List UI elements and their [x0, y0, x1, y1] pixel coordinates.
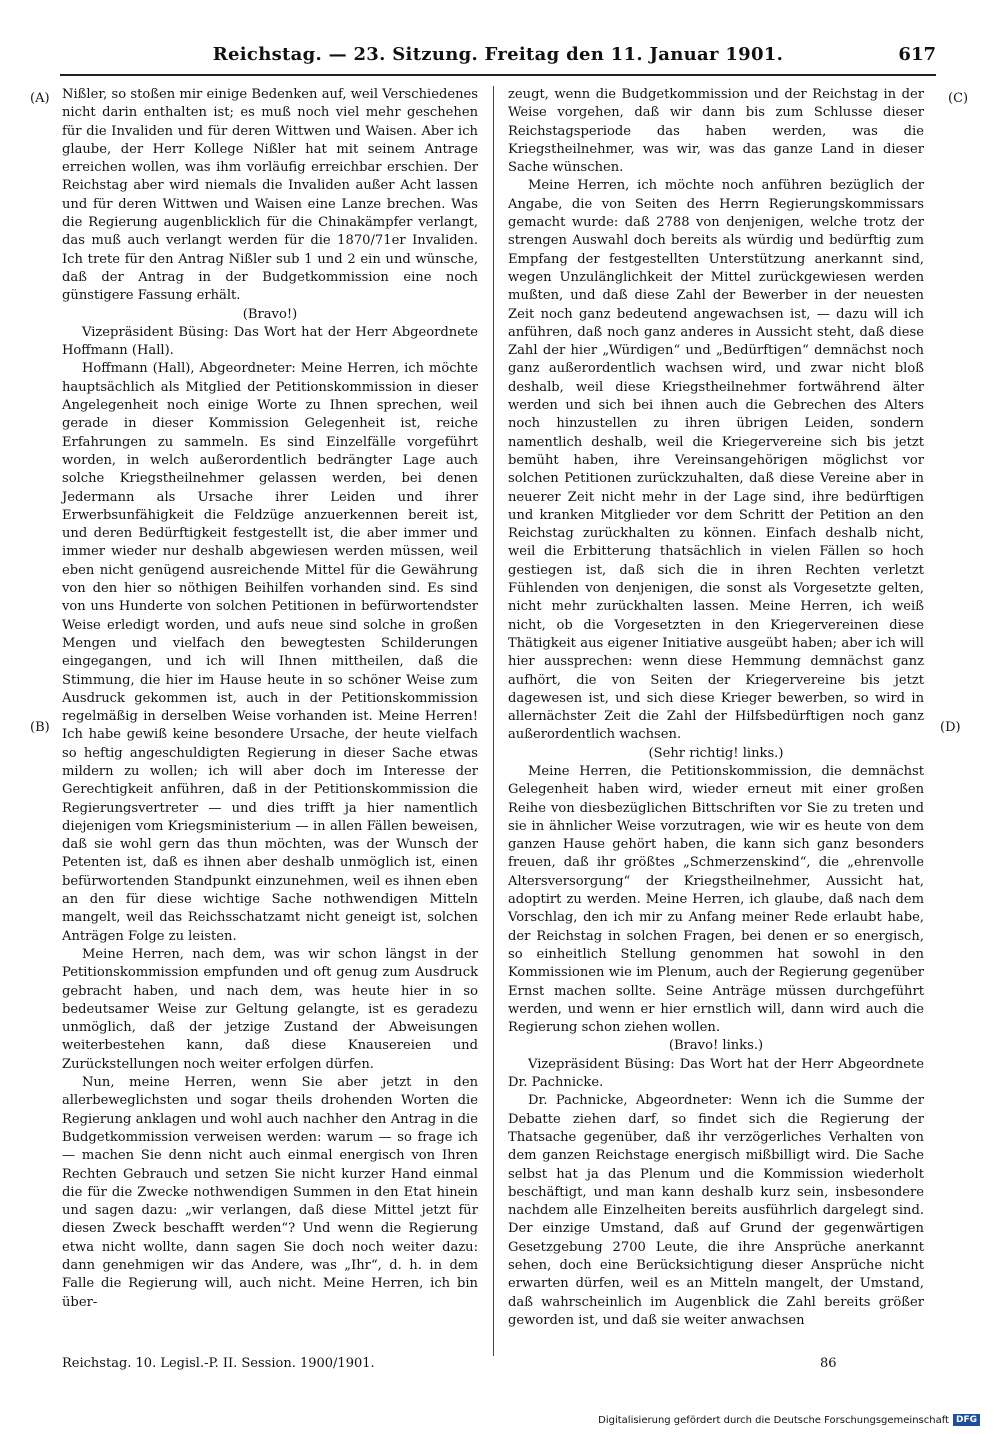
margin-mark-a: (A): [30, 91, 50, 106]
paragraph: Nißler, so stoßen mir einige Bedenken auf, weil Verschiedenes nicht darin enthalten ist; es muß noch viel mehr geschehen für die Invaliden und für deren Wittwen und Waisen. Aber ich glaube, der Herr Kollege Nißler hat mit seinem Antrage erreichen wollen, was ihm vorläufig erreichbar erschien. Der Reichstag aber wird niemals die Invaliden außer Acht lassen und für deren Wittwen und Waisen eine Lanze brechen. Was die Regierung augenblicklich für die Chinakämpfer verlangt, das muß auch verlangt werden für die 1870/71er Invaliden. Ich trete für den Antrag Nißler sub 1 und 2 ein und wünsche, daß der Antrag in der Budgetkommission eine noch günstigere Fassung erhält.: [62, 87, 478, 304]
footer-session: Reichstag. 10. Legisl.-P. II. Session. 1900/1901.: [62, 1356, 375, 1371]
running-header: [60, 44, 936, 68]
interjection: (Bravo!): [242, 306, 298, 322]
paragraph: Meine Herren, die Petitionskommission, die demnächst Gelegenheit haben wird, wieder erneut mit einer großen Reihe von diesbezüglichen Bittschriften vor Sie zu treten und sie in ähnlicher Weise vorzutragen, wie wir es heute von dem ganzen Hause gehört haben, die kann sich ganz besonders freuen, daß ihr größtes „Schmerzenskind“, die „ehrenvolle Altersversorgung“ der Kriegstheilnehmer, Aussicht hat, adoptirt zu werden. Meine Herren, ich glaube, daß nach dem Vorschlag, den ich mir zu Anfang meiner Rede erlaubt habe, der Reichstag in solchen Fragen, bei denen er so energisch, so einheitlich Stellung genommen hat sowohl in den Kommissionen wie im Plenum, auch der Regierung gegenüber Ernst machen sollte. Seine Anträge müssen durchgeführt werden, und wenn er hier ernstlich will, dann wird auch die Regierung schon ziehen wollen.: [508, 763, 924, 1036]
margin-mark-c: (C): [948, 91, 969, 106]
column-rule: [493, 86, 494, 1356]
header-rule: [60, 74, 936, 76]
left-column: [62, 86, 478, 1312]
margin-mark-d: (D): [940, 720, 961, 735]
right-column: [508, 86, 924, 1330]
dfg-logo: DFG: [953, 1414, 980, 1426]
paragraph: zeugt, wenn die Budgetkommission und der Reichstag in der Weise vorgehen, daß wir dann bis zum Schlusse dieser Reichstagsperiode das haben werden, was die Kriegstheilnehmer, was wir, was das ganze Land in dieser Sache wünschen.: [508, 87, 924, 176]
paragraph: Dr. Pachnicke, Abgeordneter: Wenn ich die Summe der Debatte ziehen darf, so findet sich die Regierung der Thatsache gegenüber, daß ihr verzögerliches Verhalten von dem ganzen Reichstage energisch mißbilligt wird. Die Sache selbst hat ja das Plenum und die Kommission wiederholt beschäftigt, und man kann deshalb kurz sein, insbesondere nachdem alle Einzelheiten bereits ausführlich dargelegt sind. Der einzige Umstand, daß auf Grund der gegenwärtigen Gesetzgebung 2700 Leute, die ihre Ansprüche anerkannt sehen, doch eine Berücksichtigung dieser Ansprüche nicht erwarten dürfen, weil es an Mitteln mangelt, der Umstand, daß wahrscheinlich im Augenblick die Zahl bereits größer geworden ist, und daß sie weiter anwachsen: [508, 1093, 924, 1328]
header-title: Reichstag. — 23. Sitzung. Freitag den 11. Januar 1901.: [212, 44, 784, 65]
paragraph: Hoffmann (Hall), Abgeordneter: Meine Herren, ich möchte hauptsächlich als Mitglied der Petitionskommission in dieser Angelegenheit noch einige Worte zu Ihnen sprechen, weil gerade in dieser Kommission Gelegenheit ist, reiche Erfahrungen zu sammeln. Es sind Einzelfälle vorgeführt worden, in welch außerordentlich bedrängter Lage auch solche Kriegstheilnehmer gelassen werden, bei denen Jedermann als Ursache ihrer Leiden und ihrer Erwerbsunfähigkeit die Feldzüge anzuerkennen bereit ist, und deren Bedürftigkeit festgestellt ist, die aber immer und immer wieder nur deshalb abgewiesen werden müssen, weil eben nicht genügend ausreichende Mittel für die Gewährung von den hier so nöthigen Beihilfen vorhanden sind. Es sind von uns Hunderte von solchen Petitionen in befürwortendster Weise erledigt worden, und aufs neue sind solche in großen Mengen und vielfach den bewegtesten Schilderungen eingegangen, und ich will Ihnen mittheilen, daß die Stimmung, die hier im Hause heute in so schöner Weise zum Ausdruck gekommen ist, auch in der Petitionskommission regelmäßig in derselben Weise vorhanden ist. Meine Herren! Ich habe gewiß keine besondere Ursache, der heute vielfach so heftig angeschuldigten Regierung in dieser Sache etwas mildern zu wollen; ich will aber doch im Interesse der Gerechtigkeit anführen, daß in der Petitionskommission die Regierungsvertreter — und dies trifft ja hier namentlich diejenigen vom Kriegsministerium — in allen Fällen beweisen, daß sie wohl gern das thun möchten, was der Wunsch der Petenten ist, daß es ihnen aber deshalb unmöglich ist, einen befürwortenden Standpunkt einzunehmen, weil es ihnen eben an den für diese wichtige Sache nothwendigen Mitteln mangelt, weil das Reichsschatzamt nicht geneigt ist, solchen Anträgen Folge zu leisten.: [62, 361, 478, 944]
interjection: (Bravo! links.): [668, 1038, 764, 1054]
digitization-credit: [598, 1414, 980, 1426]
footer-sheet-number: 86: [820, 1356, 837, 1371]
paragraph: Nun, meine Herren, wenn Sie aber jetzt in den allerbeweglichsten und sogar theils drohenden Worten die Regierung anklagen und wohl auch nachher den Antrag in die Budgetkommission verweisen werden: warum — so frage ich — machen Sie denn nicht auch einmal energisch von Ihren Rechten Gebrauch und setzen Sie nicht kurzer Hand einmal die für die Zwecke nothwendigen Summen in den Etat hinein und sagen dazu: „wir verlangen, daß diese Mittel jetzt für diesen Zweck beschafft werden“? Und wenn die Regierung etwa nicht wollte, dann sagen Sie doch noch weiter dazu: dann genehmigen wir das Andere, was „Ihr“, d. h. in dem Falle die Regierung will, auch nicht. Meine Herren, ich bin über-: [62, 1075, 478, 1310]
paragraph: Meine Herren, ich möchte noch anführen bezüglich der Angabe, die von Seiten des Herrn Regierungskommissars gemacht wurde: daß 2788 von denjenigen, welche trotz der strengen Auswahl doch bereits als würdig und bedürftig zum Empfang der festgestellten Unterstützung anerkannt sind, wegen Unzulänglichkeit der Mittel zurückgewiesen werden mußten, und daß diese Zahl der Bewerber in der neuesten Zeit noch ganz bedeutend angewachsen ist, — dazu will ich anführen, daß noch ganz anderes in Aussicht steht, daß diese Zahl der hier „Würdigen“ und „Bedürftigen“ demnächst noch ganz außerordentlich wachsen wird, und zwar nicht bloß deshalb, weil diese Kriegstheilnehmer fortwährend älter werden und sich bei ihnen auch die Gebrechen des Alters noch hinzustellen zu ihren übrigen Leiden, sondern namentlich deshalb, weil die Kriegervereine sich bis jetzt bemüht haben, ihre Vereinsangehörigen möglichst vor solchen Petitionen zurückzuhalten, daß diese Vereine aber in neuerer Zeit nicht mehr in der Lage sind, ihre bedürftigen und kranken Mitglieder vor dem Schritt der Petition an den Reichstag zurückhalten zu können. Einfach deshalb nicht, weil die Erbitterung thatsächlich in vielen Fällen so hoch gestiegen ist, daß sich die in ihren Rechten verletzt Fühlenden von denjenigen, die sonst als Vorgesetzte gelten, nicht mehr zurückhalten lassen. Meine Herren, ich weiß nicht, ob die Vorgesetzten in den Kriegervereinen diese Thätigkeit aus eigener Initiative ausgeübt haben; aber ich will hier aussprechen: wenn diese Hemmung demnächst ganz aufhört, die von Seiten der Kriegervereine bis jetzt dagewesen ist, und sich diese Krieger bewerben, so wird in allernächster Zeit die Zahl der Hilfsbedürftigen noch ganz außerordentlich wachsen.: [508, 178, 924, 743]
page-number: 617: [898, 44, 936, 65]
paragraph: Vizepräsident Büsing: Das Wort hat der Herr Abgeordnete Hoffmann (Hall).: [62, 324, 478, 359]
credit-text: Digitalisierung gefördert durch die Deutsche Forschungsgemeinschaft: [598, 1414, 949, 1426]
margin-mark-b: (B): [30, 720, 50, 735]
paragraph: Meine Herren, nach dem, was wir schon längst in der Petitionskommission empfunden und oft genug zum Ausdruck gebracht haben, und nach dem, was heute hier in so bedeutsamer Weise zur Geltung gelangte, ist es geradezu unmöglich, daß der jetzige Zustand der Abweisungen weiterbestehen kann, daß diese Knausereien und Zurückstellungen noch weiter erfolgen dürfen.: [62, 946, 478, 1072]
interjection: (Sehr richtig! links.): [648, 745, 784, 761]
paragraph: Vizepräsident Büsing: Das Wort hat der Herr Abgeordnete Dr. Pachnicke.: [508, 1056, 924, 1091]
